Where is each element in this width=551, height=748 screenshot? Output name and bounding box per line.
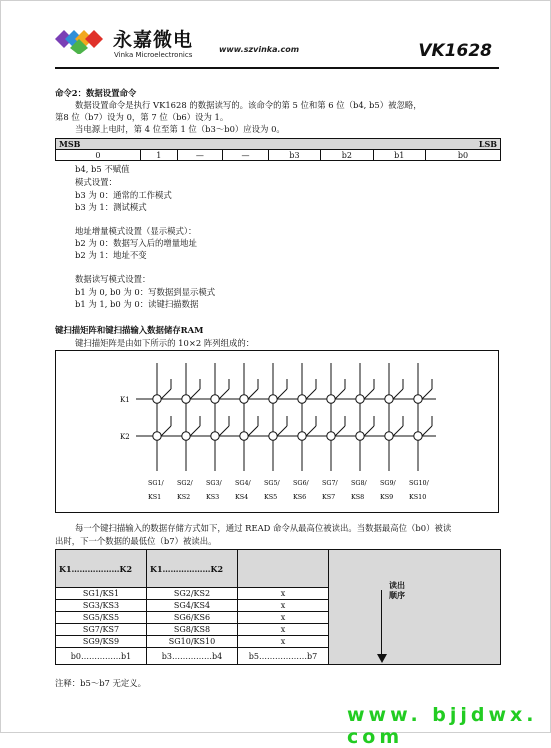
key-branch bbox=[364, 389, 374, 399]
header-cell: K1………………K2 bbox=[56, 550, 147, 588]
column-label-top: SG8/ bbox=[351, 479, 367, 487]
table-header-row bbox=[56, 139, 501, 150]
table-row bbox=[56, 150, 501, 161]
key-branch bbox=[219, 426, 229, 436]
column-label-bottom: KS6 bbox=[293, 493, 307, 501]
footnote: 注释：b5～b7 无定义。 bbox=[55, 678, 147, 688]
key-node bbox=[327, 432, 335, 440]
key-branch bbox=[335, 426, 345, 436]
paragraph: 数据设置命令是执行 VK1628 的数据读写的。该命令的第 5 位和第 6 位（b4, b5）被忽略， bbox=[75, 100, 422, 110]
table-footer-row: b0……………b1 b3……………b4 b5………………b7 bbox=[56, 648, 501, 665]
table-row: SG3/KS3 SG4/KS4 x bbox=[56, 600, 501, 612]
key-branch bbox=[248, 389, 258, 399]
paragraph: 键扫描矩阵是由如下所示的 10×2 阵列组成的： bbox=[75, 338, 255, 348]
key-node bbox=[153, 395, 161, 403]
row-label: K1 bbox=[120, 396, 130, 404]
paragraph: 第8 位（b7）设为 0，第 7 位（b6）设为 1。 bbox=[55, 112, 229, 122]
column-label-bottom: KS4 bbox=[235, 493, 249, 501]
table-row: SG1/KS1 SG2/KS2 x bbox=[56, 588, 501, 600]
key-node bbox=[240, 432, 248, 440]
model-title: VK1628 bbox=[418, 41, 492, 61]
key-branch bbox=[306, 426, 316, 436]
bit-cell: b2 bbox=[321, 150, 373, 161]
column-label-bottom: KS8 bbox=[351, 493, 365, 501]
header-cell: K1………………K2 bbox=[147, 550, 238, 588]
key-node bbox=[385, 395, 393, 403]
note-line: b1 为 1, b0 为 0：读键扫描数据 bbox=[75, 299, 199, 309]
down-arrow-icon bbox=[381, 590, 382, 654]
watermark-text: www. bjjdwx. com bbox=[347, 704, 538, 748]
paragraph: 每一个键扫描输入的数据存储方式如下，通过 READ 命令从最高位被读出。当数据最高位（b0）被读 bbox=[75, 523, 452, 533]
note-line: b3 为 0：通常的工作模式 bbox=[75, 190, 172, 200]
table-header-row bbox=[56, 550, 501, 588]
key-branch bbox=[335, 389, 345, 399]
website-text: www.szvinka.com bbox=[219, 45, 300, 54]
header-divider bbox=[55, 67, 499, 69]
read-order-cell bbox=[329, 550, 501, 665]
column-label-bottom: KS2 bbox=[177, 493, 191, 501]
note-line: b4, b5 不赋值 bbox=[75, 164, 130, 174]
bit-cell: 1 bbox=[140, 150, 177, 161]
key-matrix-svg bbox=[56, 351, 500, 514]
bit-cell: 0 bbox=[56, 150, 141, 161]
column-label-top: SG10/ bbox=[409, 479, 429, 487]
read-order-label: 读出 顺序 bbox=[389, 580, 405, 600]
key-branch bbox=[277, 426, 287, 436]
note-line: 地址增量模式设置（显示模式）： bbox=[75, 226, 197, 236]
key-branch bbox=[190, 389, 200, 399]
brand-name-cn: 永嘉微电 bbox=[113, 29, 194, 51]
row-label: K2 bbox=[120, 433, 130, 441]
table-row: SG5/KS5 SG6/KS6 x bbox=[56, 612, 501, 624]
key-branch bbox=[248, 426, 258, 436]
note-line: b3 为 1：测试模式 bbox=[75, 202, 147, 212]
column-label-top: SG9/ bbox=[380, 479, 396, 487]
key-node bbox=[385, 432, 393, 440]
column-label-bottom: KS10 bbox=[409, 493, 427, 501]
table-row: SG7/KS7 SG8/KS8 x bbox=[56, 624, 501, 636]
header-cell bbox=[238, 550, 329, 588]
key-branch bbox=[422, 426, 432, 436]
column-label-bottom: KS5 bbox=[264, 493, 278, 501]
column-label-bottom: KS3 bbox=[206, 493, 220, 501]
bit-cell: — bbox=[177, 150, 223, 161]
note-line: b2 为 0：数据写入后的增量地址 bbox=[75, 238, 197, 248]
key-branch bbox=[277, 389, 287, 399]
note-line: b1 为 0, b0 为 0：写数据到显示模式 bbox=[75, 287, 216, 297]
key-branch bbox=[161, 426, 171, 436]
column-label-top: SG1/ bbox=[148, 479, 164, 487]
bit-cell: b1 bbox=[373, 150, 425, 161]
column-label-top: SG3/ bbox=[206, 479, 222, 487]
key-node bbox=[153, 432, 161, 440]
paragraph: 当电源上电时，第 4 位至第 1 位（b3～b0）应设为 0。 bbox=[75, 124, 285, 134]
key-node bbox=[211, 432, 219, 440]
bit-cell: — bbox=[223, 150, 269, 161]
key-branch bbox=[364, 426, 374, 436]
table-row: SG9/KS9 SG10/KS10 x bbox=[56, 636, 501, 648]
brand-name-en: Vinka Microelectronics bbox=[114, 51, 193, 59]
key-node bbox=[356, 432, 364, 440]
key-node bbox=[182, 395, 190, 403]
key-node bbox=[269, 395, 277, 403]
note-line: 模式设置： bbox=[75, 177, 117, 187]
key-branch bbox=[393, 426, 403, 436]
key-node bbox=[414, 432, 422, 440]
paragraph: 出时，下一个数据的最低位（b7）被读出。 bbox=[55, 536, 217, 546]
column-label-bottom: KS1 bbox=[148, 493, 162, 501]
key-branch bbox=[219, 389, 229, 399]
key-ram-table bbox=[55, 549, 501, 665]
key-node bbox=[211, 395, 219, 403]
bit-cell: b0 bbox=[425, 150, 500, 161]
key-node bbox=[269, 432, 277, 440]
key-node bbox=[240, 395, 248, 403]
column-label-bottom: KS7 bbox=[322, 493, 336, 501]
lsb-label: LSB bbox=[425, 139, 500, 150]
column-label-top: SG5/ bbox=[264, 479, 280, 487]
arrowhead-icon bbox=[377, 654, 387, 663]
key-branch bbox=[393, 389, 403, 399]
key-node bbox=[182, 432, 190, 440]
key-node bbox=[298, 395, 306, 403]
column-label-bottom: KS9 bbox=[380, 493, 394, 501]
bit-cell: b3 bbox=[268, 150, 320, 161]
key-node bbox=[356, 395, 364, 403]
key-branch bbox=[161, 389, 171, 399]
column-label-top: SG7/ bbox=[322, 479, 338, 487]
key-branch bbox=[306, 389, 316, 399]
key-matrix-diagram bbox=[55, 350, 499, 513]
column-label-top: SG2/ bbox=[177, 479, 193, 487]
vinka-logo-icon bbox=[55, 24, 105, 54]
key-node bbox=[298, 432, 306, 440]
column-label-top: SG6/ bbox=[293, 479, 309, 487]
command-bit-table bbox=[55, 138, 501, 161]
note-line: 数据读写模式设置： bbox=[75, 274, 151, 284]
note-line: b2 为 1：地址不变 bbox=[75, 250, 147, 260]
section-title-keyscan: 键扫描矩阵和键扫描输入数据储存RAM bbox=[55, 325, 204, 335]
key-branch bbox=[190, 426, 200, 436]
section-title-cmd2: 命令2：数据设置命令 bbox=[55, 88, 137, 98]
msb-label: MSB bbox=[56, 139, 141, 150]
key-node bbox=[327, 395, 335, 403]
key-branch bbox=[422, 389, 432, 399]
column-label-top: SG4/ bbox=[235, 479, 251, 487]
key-node bbox=[414, 395, 422, 403]
